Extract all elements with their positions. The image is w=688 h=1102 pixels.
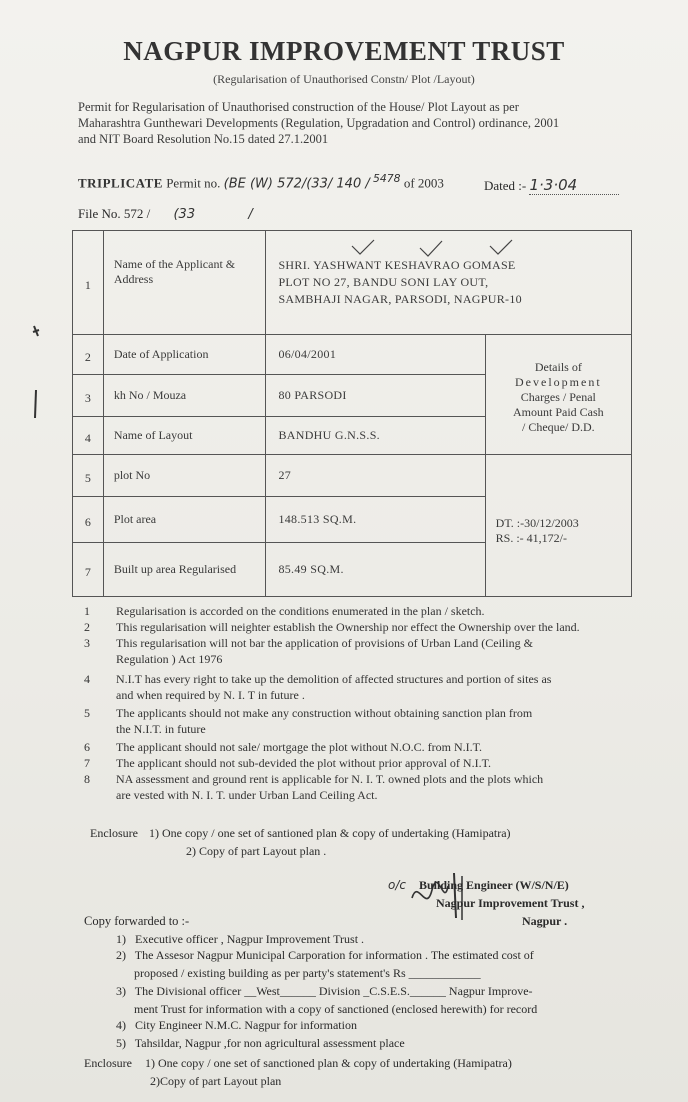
permit-description: [78, 99, 638, 147]
condition-text: Regulation ) Act 1976: [116, 652, 223, 666]
condition-number: 4: [84, 672, 90, 686]
permit-no-value: (BE (W) 572/(33/ 140 /: [223, 176, 370, 192]
row-number: 1: [73, 231, 104, 335]
condition-item: [84, 620, 580, 635]
row-label: Name of Layout: [103, 417, 266, 455]
condition-text: N.I.T has every right to take up the demolition of affected structures and portion of sites as: [116, 672, 552, 686]
enclosure-label: Enclosure: [84, 1056, 132, 1070]
row-label: Built up area Regularised: [103, 543, 266, 597]
details-cell: [485, 335, 631, 455]
details-line: Details of: [534, 359, 582, 374]
row-label: Date of Application: [103, 335, 266, 375]
copy-forwarded-item: 4) City Engineer N.M.C. Nagpur for information: [116, 1018, 357, 1032]
enclosure-top: [90, 826, 511, 841]
condition-text: The applicant should not sale/ mortgage the plot without N.O.C. from N.I.T.: [116, 740, 483, 754]
dated-field: [484, 176, 619, 195]
triplicate-label: TRIPLICATE: [78, 175, 163, 191]
condition-text: The applicant should not sub-devided the plot without prior approval of N.I.T.: [116, 756, 492, 770]
permit-text-line: Maharashtra Gunthewari Developments (Regulation, Upgradation and Control) ordinance, 2001: [78, 116, 560, 130]
condition-number: 3: [84, 636, 90, 650]
row-number: 2: [73, 335, 104, 375]
table-row: [73, 455, 632, 497]
condition-item: [84, 788, 378, 803]
row-number: 7: [73, 543, 104, 597]
file-end: /: [248, 207, 253, 222]
condition-number: 5: [84, 706, 90, 720]
document-title: NAGPUR IMPROVEMENT TRUST: [123, 36, 565, 66]
condition-text: the N.I.T. in future: [116, 722, 206, 736]
permit-suffix: of 2003: [403, 175, 444, 191]
condition-text: This regularisation will not bar the application of provisions of Urban Land (Ceiling &: [116, 636, 533, 650]
condition-item: [84, 636, 533, 651]
copy-forwarded-item: 3) The Divisional officer __West______ Division _C.S.E.S.______ Nagpur Improve-: [116, 984, 533, 998]
row-value: 148.513 SQ.M.: [266, 497, 485, 543]
triplicate-line: [78, 172, 444, 191]
row-number: 6: [73, 497, 104, 543]
row-number: 3: [73, 375, 104, 417]
permit-no-label: Permit no.: [166, 175, 221, 191]
enclosure-item: 1) One copy / one set of sanctioned plan & copy of undertaking (Hamipatra): [144, 1056, 512, 1070]
condition-number: 2: [84, 620, 90, 634]
condition-item: [84, 722, 206, 737]
details-line: Charges / Penal: [520, 389, 596, 404]
row-label: Name of the Applicant & Address: [103, 231, 266, 335]
condition-text: are vested with N. I. T. under Urban Land Ceiling Act.: [116, 788, 378, 802]
file-number: [78, 206, 253, 222]
condition-number: 7: [84, 756, 90, 770]
address-line: SAMBHAJI NAGAR, PARSODI, NAGPUR-10: [278, 292, 522, 306]
copy-forwarded-label: Copy forwarded to :-: [84, 914, 190, 928]
details-line: Amount Paid Cash: [512, 404, 604, 419]
condition-number: 6: [84, 740, 90, 754]
payment-date: DT. :-30/12/2003: [495, 516, 579, 530]
condition-item: [84, 706, 532, 721]
row-value: 85.49 SQ.M.: [266, 543, 485, 597]
permit-text-line: and NIT Board Resolution No.15 dated 27.1.2001: [78, 132, 329, 146]
signature-block: [388, 878, 569, 893]
enclosure-item: 2) Copy of part Layout plan .: [186, 844, 327, 858]
condition-number: 8: [84, 772, 90, 786]
row-value: 80 PARSODI: [266, 375, 485, 417]
payment-cell: [485, 455, 631, 597]
row-number: 4: [73, 417, 104, 455]
condition-text: The applicants should not make any construction without obtaining sanction plan from: [116, 706, 533, 720]
enclosure-label: Enclosure: [90, 826, 138, 840]
row-number: 5: [73, 455, 104, 497]
dated-label: Dated :-: [484, 178, 527, 193]
condition-item: [84, 772, 543, 787]
copy-forwarded-item: 1) Executive officer , Nagpur Improvement Trust .: [116, 932, 365, 946]
condition-item: [84, 756, 491, 771]
file-label: File No. 572 /: [78, 206, 151, 221]
row-value: 06/04/2001: [266, 335, 485, 375]
details-table: [72, 230, 632, 597]
enclosure-bottom: [84, 1056, 512, 1071]
address-line: PLOT NO 27, BANDU SONI LAY OUT,: [278, 275, 489, 289]
enclosure-item: 2)Copy of part Layout plan: [150, 1074, 282, 1088]
permit-text-line: Permit for Regularisation of Unauthorised construction of the House/ Plot Layout as per: [78, 100, 519, 114]
condition-item: [84, 604, 485, 619]
signature-line3: Nagpur .: [522, 914, 568, 928]
document-subtitle: (Regularisation of Unauthorised Constn/ Plot /Layout): [213, 72, 475, 86]
condition-number: 1: [84, 604, 90, 618]
signature-line2: Nagpur Improvement Trust ,: [436, 896, 585, 910]
signature-line1: Building Engineer (W/S/N/E): [418, 878, 569, 892]
dated-value: 1·3·04: [529, 176, 619, 195]
condition-item: [84, 672, 551, 687]
condition-text: Regularisation is accorded on the conditions enumerated in the plan / sketch.: [116, 604, 485, 618]
payment-amount: RS. :- 41,172/-: [495, 531, 567, 545]
enclosure-item: 1) One copy / one set of santioned plan & copy of undertaking (Hamipatra): [148, 826, 511, 840]
condition-text: NA assessment and ground rent is applicable for N. I. T. owned plots and the plots which: [116, 772, 544, 786]
table-row: [73, 335, 632, 375]
row-label: plot No: [103, 455, 266, 497]
row-label: Plot area: [103, 497, 266, 543]
tick-marks-icon: [350, 238, 560, 260]
condition-text: and when required by N. I. T in future .: [116, 688, 305, 702]
row-value: BANDHU G.N.S.S.: [266, 417, 485, 455]
condition-item: [84, 652, 222, 667]
permit-no-sup: 5478: [373, 172, 401, 185]
condition-text: This regularisation will neighter establish the Ownership nor effect the Ownership over the land.: [116, 620, 580, 634]
condition-item: [84, 688, 305, 703]
condition-item: [84, 740, 482, 755]
row-value: 27: [266, 455, 485, 497]
details-line: Development: [515, 374, 602, 389]
copy-forwarded-item: 2) The Assesor Nagpur Municipal Carporation for information . The estimated cost of: [116, 948, 534, 962]
address-line: SHRI. YASHWANT KESHAVRAO GOMASE: [278, 258, 516, 272]
details-line: / Cheque/ D.D.: [522, 419, 595, 434]
signature-prefix: o/c: [388, 878, 406, 892]
copy-forwarded-item: proposed / existing building as per party's statement's Rs ____________: [116, 966, 481, 980]
copy-forwarded-item: 5) Tahsildar, Nagpur ,for non agricultural assessment place: [116, 1036, 405, 1050]
margin-mark-icon: [28, 322, 44, 422]
file-mid: (33: [173, 207, 196, 222]
row-label: kh No / Mouza: [103, 375, 266, 417]
copy-forwarded-item: ment Trust for information with a copy of sanctioned (enclosed herewith) for record: [116, 1002, 538, 1016]
